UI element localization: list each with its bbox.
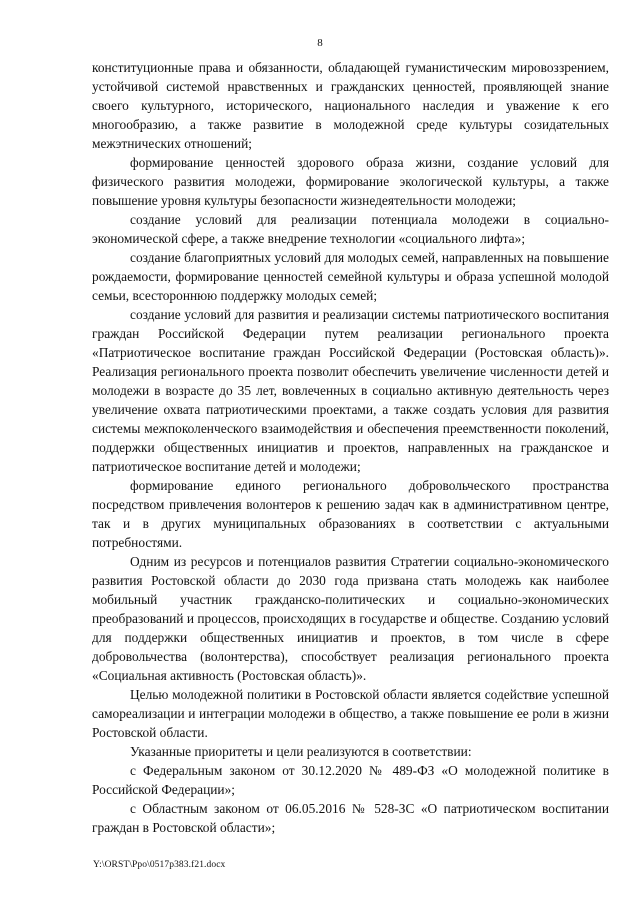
paragraph-7: Одним из ресурсов и потенциалов развития Стратегии социально-экономического развития Ростовской области до 2030 года призвана стать молодежь как наиболее мобильный участник гражданско-политических и социально-экономических преобразований и процессов, происходящих в государстве и обществе. Созданию условий для поддержки общественных инициатив и проектов, в том числе в сфере добровольчества (волонтерства), способствует реализация регионального проекта «Социальная активность (Ростовская область)».: [92, 554, 609, 683]
paragraph-3: создание условий для реализации потенциала молодежи в социально-экономической сфере, а также внедрение технологии «социального лифта»;: [92, 212, 609, 246]
paragraph-6: формирование единого регионального добровольческого пространства посредством привлечения волонтеров к решению задач как в административном центре, так и в других муниципальных образованиях в соответствии с актуальными потребностями.: [92, 478, 609, 550]
page-number: 8: [317, 37, 323, 49]
document-body: [92, 58, 609, 837]
paragraph-4: создание благоприятных условий для молодых семей, направленных на повышение рождаемости, формирование ценностей семейной культуры и образа успешной молодой семьи, всестороннюю поддержку молодых семей;: [92, 250, 609, 303]
paragraph-9: Указанные приоритеты и цели реализуются в соответствии:: [130, 744, 472, 759]
paragraph-11: с Областным законом от 06.05.2016 № 528-ЗС «О патриотическом воспитании граждан в Ростовской области»;: [92, 801, 609, 835]
paragraph-10: с Федеральным законом от 30.12.2020 № 489-ФЗ «О молодежной политике в Российской Федерации»;: [92, 763, 609, 797]
paragraph-2: формирование ценностей здорового образа жизни, создание условий для физического развития молодежи, формирование экологической культуры, а также повышение уровня культуры безопасности жизнедеятельности молодежи;: [92, 155, 609, 208]
paragraph-8: Целью молодежной политики в Ростовской области является содействие успешной самореализации и интеграции молодежи в общество, а также повышение ее роли в жизни Ростовской области.: [92, 687, 609, 740]
paragraph-5: создание условий для развития и реализации системы патриотического воспитания граждан Российской Федерации путем реализации регионального проекта «Патриотическое воспитание граждан Российской Федерации (Ростовская область)». Реализация регионального проекта позволит обеспечить увеличение численности детей и молодежи в возрасте до 35 лет, вовлеченных в социально активную деятельность через увеличение охвата патриотическими проектами, а также создать условия для развития системы межпоколенческого взаимодействия и обеспечения преемственности поколений, поддержки общественных инициатив и проектов, направленных на гражданское и патриотическое воспитание детей и молодежи;: [92, 307, 609, 474]
paragraph-1: конституционные права и обязанности, обладающей гуманистическим мировоззрением, устойчивой системой нравственных и гражданских ценностей, проявляющей знание своего культурного, исторического, национального наследия и уважение к его многообразию, а также развитие в молодежной среде культуры созидательных межэтнических отношений;: [92, 60, 609, 151]
footer-file-path: Y:\ORST\Ppo\0517p383.f21.docx: [93, 860, 226, 870]
